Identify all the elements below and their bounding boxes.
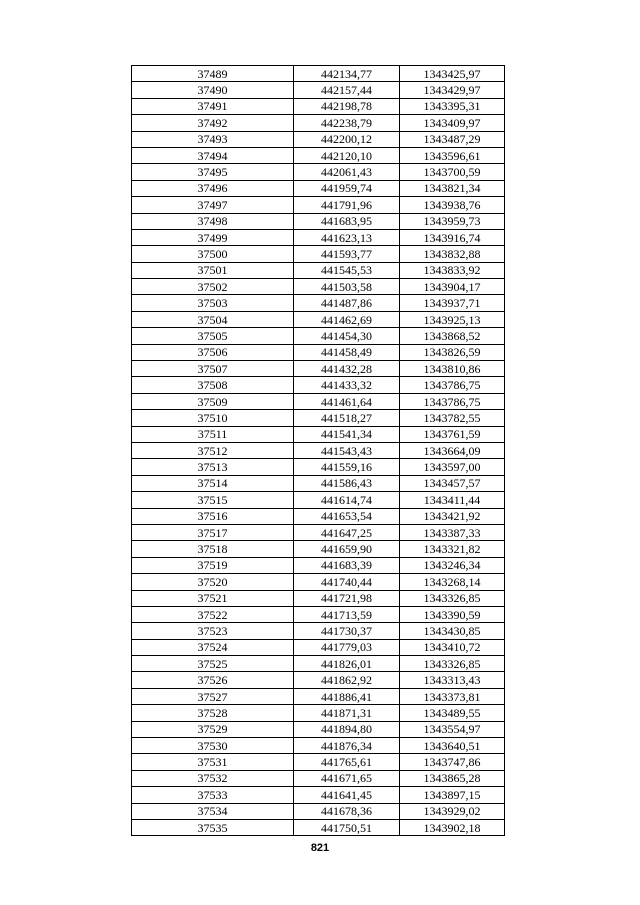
y-coordinate-cell: 1343421,92	[400, 508, 505, 524]
x-coordinate-cell: 441433,32	[294, 377, 400, 393]
table-row	[132, 131, 505, 147]
point-id-cell: 37506	[132, 344, 294, 360]
point-id-cell: 37511	[132, 426, 294, 442]
x-coordinate-cell: 441750,51	[294, 819, 400, 835]
y-coordinate-cell: 1343925,13	[400, 311, 505, 327]
table-row	[132, 262, 505, 278]
point-id-cell: 37524	[132, 639, 294, 655]
table-row	[132, 442, 505, 458]
x-coordinate-cell: 441545,53	[294, 262, 400, 278]
point-id-cell: 37504	[132, 311, 294, 327]
table-row	[132, 377, 505, 393]
x-coordinate-cell: 442134,77	[294, 66, 400, 82]
point-id-cell: 37508	[132, 377, 294, 393]
x-coordinate-cell: 441593,77	[294, 246, 400, 262]
y-coordinate-cell: 1343897,15	[400, 787, 505, 803]
y-coordinate-cell: 1343786,75	[400, 377, 505, 393]
x-coordinate-cell: 441886,41	[294, 688, 400, 704]
y-coordinate-cell: 1343904,17	[400, 279, 505, 295]
point-id-cell: 37490	[132, 82, 294, 98]
y-coordinate-cell: 1343487,29	[400, 131, 505, 147]
y-coordinate-cell: 1343959,73	[400, 213, 505, 229]
point-id-cell: 37526	[132, 672, 294, 688]
x-coordinate-cell: 441614,74	[294, 492, 400, 508]
x-coordinate-cell: 441779,03	[294, 639, 400, 655]
point-id-cell: 37530	[132, 738, 294, 754]
x-coordinate-cell: 441791,96	[294, 197, 400, 213]
point-id-cell: 37523	[132, 623, 294, 639]
table-row	[132, 82, 505, 98]
coordinate-table	[131, 65, 505, 836]
point-id-cell: 37509	[132, 393, 294, 409]
table-row	[132, 574, 505, 590]
table-row	[132, 475, 505, 491]
x-coordinate-cell: 442200,12	[294, 131, 400, 147]
table-row	[132, 524, 505, 540]
y-coordinate-cell: 1343410,72	[400, 639, 505, 655]
x-coordinate-cell: 441959,74	[294, 180, 400, 196]
x-coordinate-cell: 441871,31	[294, 705, 400, 721]
table-row	[132, 197, 505, 213]
y-coordinate-cell: 1343326,85	[400, 590, 505, 606]
table-row	[132, 229, 505, 245]
table-row	[132, 344, 505, 360]
point-id-cell: 37533	[132, 787, 294, 803]
table-row	[132, 279, 505, 295]
point-id-cell: 37513	[132, 459, 294, 475]
table-row	[132, 393, 505, 409]
x-coordinate-cell: 441586,43	[294, 475, 400, 491]
y-coordinate-cell: 1343430,85	[400, 623, 505, 639]
table-row	[132, 115, 505, 131]
table-row	[132, 770, 505, 786]
x-coordinate-cell: 442157,44	[294, 82, 400, 98]
table-row	[132, 705, 505, 721]
x-coordinate-cell: 441503,58	[294, 279, 400, 295]
y-coordinate-cell: 1343916,74	[400, 229, 505, 245]
table-row	[132, 803, 505, 819]
y-coordinate-cell: 1343411,44	[400, 492, 505, 508]
point-id-cell: 37516	[132, 508, 294, 524]
y-coordinate-cell: 1343425,97	[400, 66, 505, 82]
x-coordinate-cell: 441678,36	[294, 803, 400, 819]
table-row	[132, 688, 505, 704]
table-row	[132, 147, 505, 163]
point-id-cell: 37517	[132, 524, 294, 540]
x-coordinate-cell: 441458,49	[294, 344, 400, 360]
point-id-cell: 37532	[132, 770, 294, 786]
table-row	[132, 213, 505, 229]
point-id-cell: 37503	[132, 295, 294, 311]
y-coordinate-cell: 1343429,97	[400, 82, 505, 98]
table-row	[132, 541, 505, 557]
x-coordinate-cell: 441683,95	[294, 213, 400, 229]
y-coordinate-cell: 1343489,55	[400, 705, 505, 721]
y-coordinate-cell: 1343700,59	[400, 164, 505, 180]
x-coordinate-cell: 442238,79	[294, 115, 400, 131]
x-coordinate-cell: 441541,34	[294, 426, 400, 442]
point-id-cell: 37515	[132, 492, 294, 508]
table-row	[132, 639, 505, 655]
table-row	[132, 606, 505, 622]
point-id-cell: 37495	[132, 164, 294, 180]
x-coordinate-cell: 441713,59	[294, 606, 400, 622]
point-id-cell: 37497	[132, 197, 294, 213]
y-coordinate-cell: 1343938,76	[400, 197, 505, 213]
y-coordinate-cell: 1343747,86	[400, 754, 505, 770]
table-row	[132, 410, 505, 426]
table-row	[132, 98, 505, 114]
y-coordinate-cell: 1343868,52	[400, 328, 505, 344]
x-coordinate-cell: 441740,44	[294, 574, 400, 590]
y-coordinate-cell: 1343246,34	[400, 557, 505, 573]
y-coordinate-cell: 1343937,71	[400, 295, 505, 311]
table-row	[132, 656, 505, 672]
y-coordinate-cell: 1343321,82	[400, 541, 505, 557]
y-coordinate-cell: 1343640,51	[400, 738, 505, 754]
point-id-cell: 37512	[132, 442, 294, 458]
point-id-cell: 37534	[132, 803, 294, 819]
table-row	[132, 328, 505, 344]
x-coordinate-cell: 441647,25	[294, 524, 400, 540]
table-row	[132, 180, 505, 196]
y-coordinate-cell: 1343833,92	[400, 262, 505, 278]
point-id-cell: 37499	[132, 229, 294, 245]
table-row	[132, 246, 505, 262]
y-coordinate-cell: 1343326,85	[400, 656, 505, 672]
table-row	[132, 66, 505, 82]
point-id-cell: 37514	[132, 475, 294, 491]
table-row	[132, 557, 505, 573]
table-row	[132, 361, 505, 377]
table-row	[132, 426, 505, 442]
point-id-cell: 37498	[132, 213, 294, 229]
x-coordinate-cell: 441765,61	[294, 754, 400, 770]
point-id-cell: 37521	[132, 590, 294, 606]
x-coordinate-cell: 441461,64	[294, 393, 400, 409]
y-coordinate-cell: 1343902,18	[400, 819, 505, 835]
x-coordinate-cell: 441653,54	[294, 508, 400, 524]
y-coordinate-cell: 1343810,86	[400, 361, 505, 377]
y-coordinate-cell: 1343826,59	[400, 344, 505, 360]
point-id-cell: 37505	[132, 328, 294, 344]
point-id-cell: 37501	[132, 262, 294, 278]
x-coordinate-cell: 441659,90	[294, 541, 400, 557]
point-id-cell: 37494	[132, 147, 294, 163]
x-coordinate-cell: 441894,80	[294, 721, 400, 737]
x-coordinate-cell: 441462,69	[294, 311, 400, 327]
point-id-cell: 37493	[132, 131, 294, 147]
point-id-cell: 37500	[132, 246, 294, 262]
y-coordinate-cell: 1343786,75	[400, 393, 505, 409]
table-row	[132, 590, 505, 606]
y-coordinate-cell: 1343395,31	[400, 98, 505, 114]
x-coordinate-cell: 441518,27	[294, 410, 400, 426]
y-coordinate-cell: 1343268,14	[400, 574, 505, 590]
point-id-cell: 37496	[132, 180, 294, 196]
table-row	[132, 311, 505, 327]
point-id-cell: 37489	[132, 66, 294, 82]
point-id-cell: 37522	[132, 606, 294, 622]
y-coordinate-cell: 1343929,02	[400, 803, 505, 819]
x-coordinate-cell: 441487,86	[294, 295, 400, 311]
table-body	[132, 66, 505, 836]
x-coordinate-cell: 441683,39	[294, 557, 400, 573]
x-coordinate-cell: 441721,98	[294, 590, 400, 606]
y-coordinate-cell: 1343313,43	[400, 672, 505, 688]
point-id-cell: 37525	[132, 656, 294, 672]
point-id-cell: 37507	[132, 361, 294, 377]
point-id-cell: 37518	[132, 541, 294, 557]
y-coordinate-cell: 1343664,09	[400, 442, 505, 458]
y-coordinate-cell: 1343832,88	[400, 246, 505, 262]
table-row	[132, 754, 505, 770]
y-coordinate-cell: 1343387,33	[400, 524, 505, 540]
x-coordinate-cell: 441454,30	[294, 328, 400, 344]
x-coordinate-cell: 441826,01	[294, 656, 400, 672]
y-coordinate-cell: 1343373,81	[400, 688, 505, 704]
table-row	[132, 508, 505, 524]
table-row	[132, 721, 505, 737]
point-id-cell: 37535	[132, 819, 294, 835]
x-coordinate-cell: 441543,43	[294, 442, 400, 458]
point-id-cell: 37529	[132, 721, 294, 737]
x-coordinate-cell: 441862,92	[294, 672, 400, 688]
point-id-cell: 37491	[132, 98, 294, 114]
y-coordinate-cell: 1343782,55	[400, 410, 505, 426]
point-id-cell: 37531	[132, 754, 294, 770]
x-coordinate-cell: 442061,43	[294, 164, 400, 180]
x-coordinate-cell: 441671,65	[294, 770, 400, 786]
x-coordinate-cell: 442198,78	[294, 98, 400, 114]
y-coordinate-cell: 1343554,97	[400, 721, 505, 737]
point-id-cell: 37528	[132, 705, 294, 721]
y-coordinate-cell: 1343457,57	[400, 475, 505, 491]
table-row	[132, 295, 505, 311]
point-id-cell: 37502	[132, 279, 294, 295]
y-coordinate-cell: 1343597,00	[400, 459, 505, 475]
table-row	[132, 738, 505, 754]
point-id-cell: 37510	[132, 410, 294, 426]
y-coordinate-cell: 1343390,59	[400, 606, 505, 622]
x-coordinate-cell: 441623,13	[294, 229, 400, 245]
point-id-cell: 37520	[132, 574, 294, 590]
table-row	[132, 459, 505, 475]
table-row	[132, 623, 505, 639]
x-coordinate-cell: 441432,28	[294, 361, 400, 377]
point-id-cell: 37492	[132, 115, 294, 131]
y-coordinate-cell: 1343865,28	[400, 770, 505, 786]
x-coordinate-cell: 441641,45	[294, 787, 400, 803]
table-row	[132, 787, 505, 803]
page-number: 821	[310, 842, 330, 854]
point-id-cell: 37527	[132, 688, 294, 704]
table-row	[132, 672, 505, 688]
y-coordinate-cell: 1343409,97	[400, 115, 505, 131]
y-coordinate-cell: 1343821,34	[400, 180, 505, 196]
table-row	[132, 819, 505, 835]
x-coordinate-cell: 441730,37	[294, 623, 400, 639]
table-row	[132, 164, 505, 180]
x-coordinate-cell: 441876,34	[294, 738, 400, 754]
x-coordinate-cell: 442120,10	[294, 147, 400, 163]
x-coordinate-cell: 441559,16	[294, 459, 400, 475]
point-id-cell: 37519	[132, 557, 294, 573]
y-coordinate-cell: 1343596,61	[400, 147, 505, 163]
table-row	[132, 492, 505, 508]
y-coordinate-cell: 1343761,59	[400, 426, 505, 442]
